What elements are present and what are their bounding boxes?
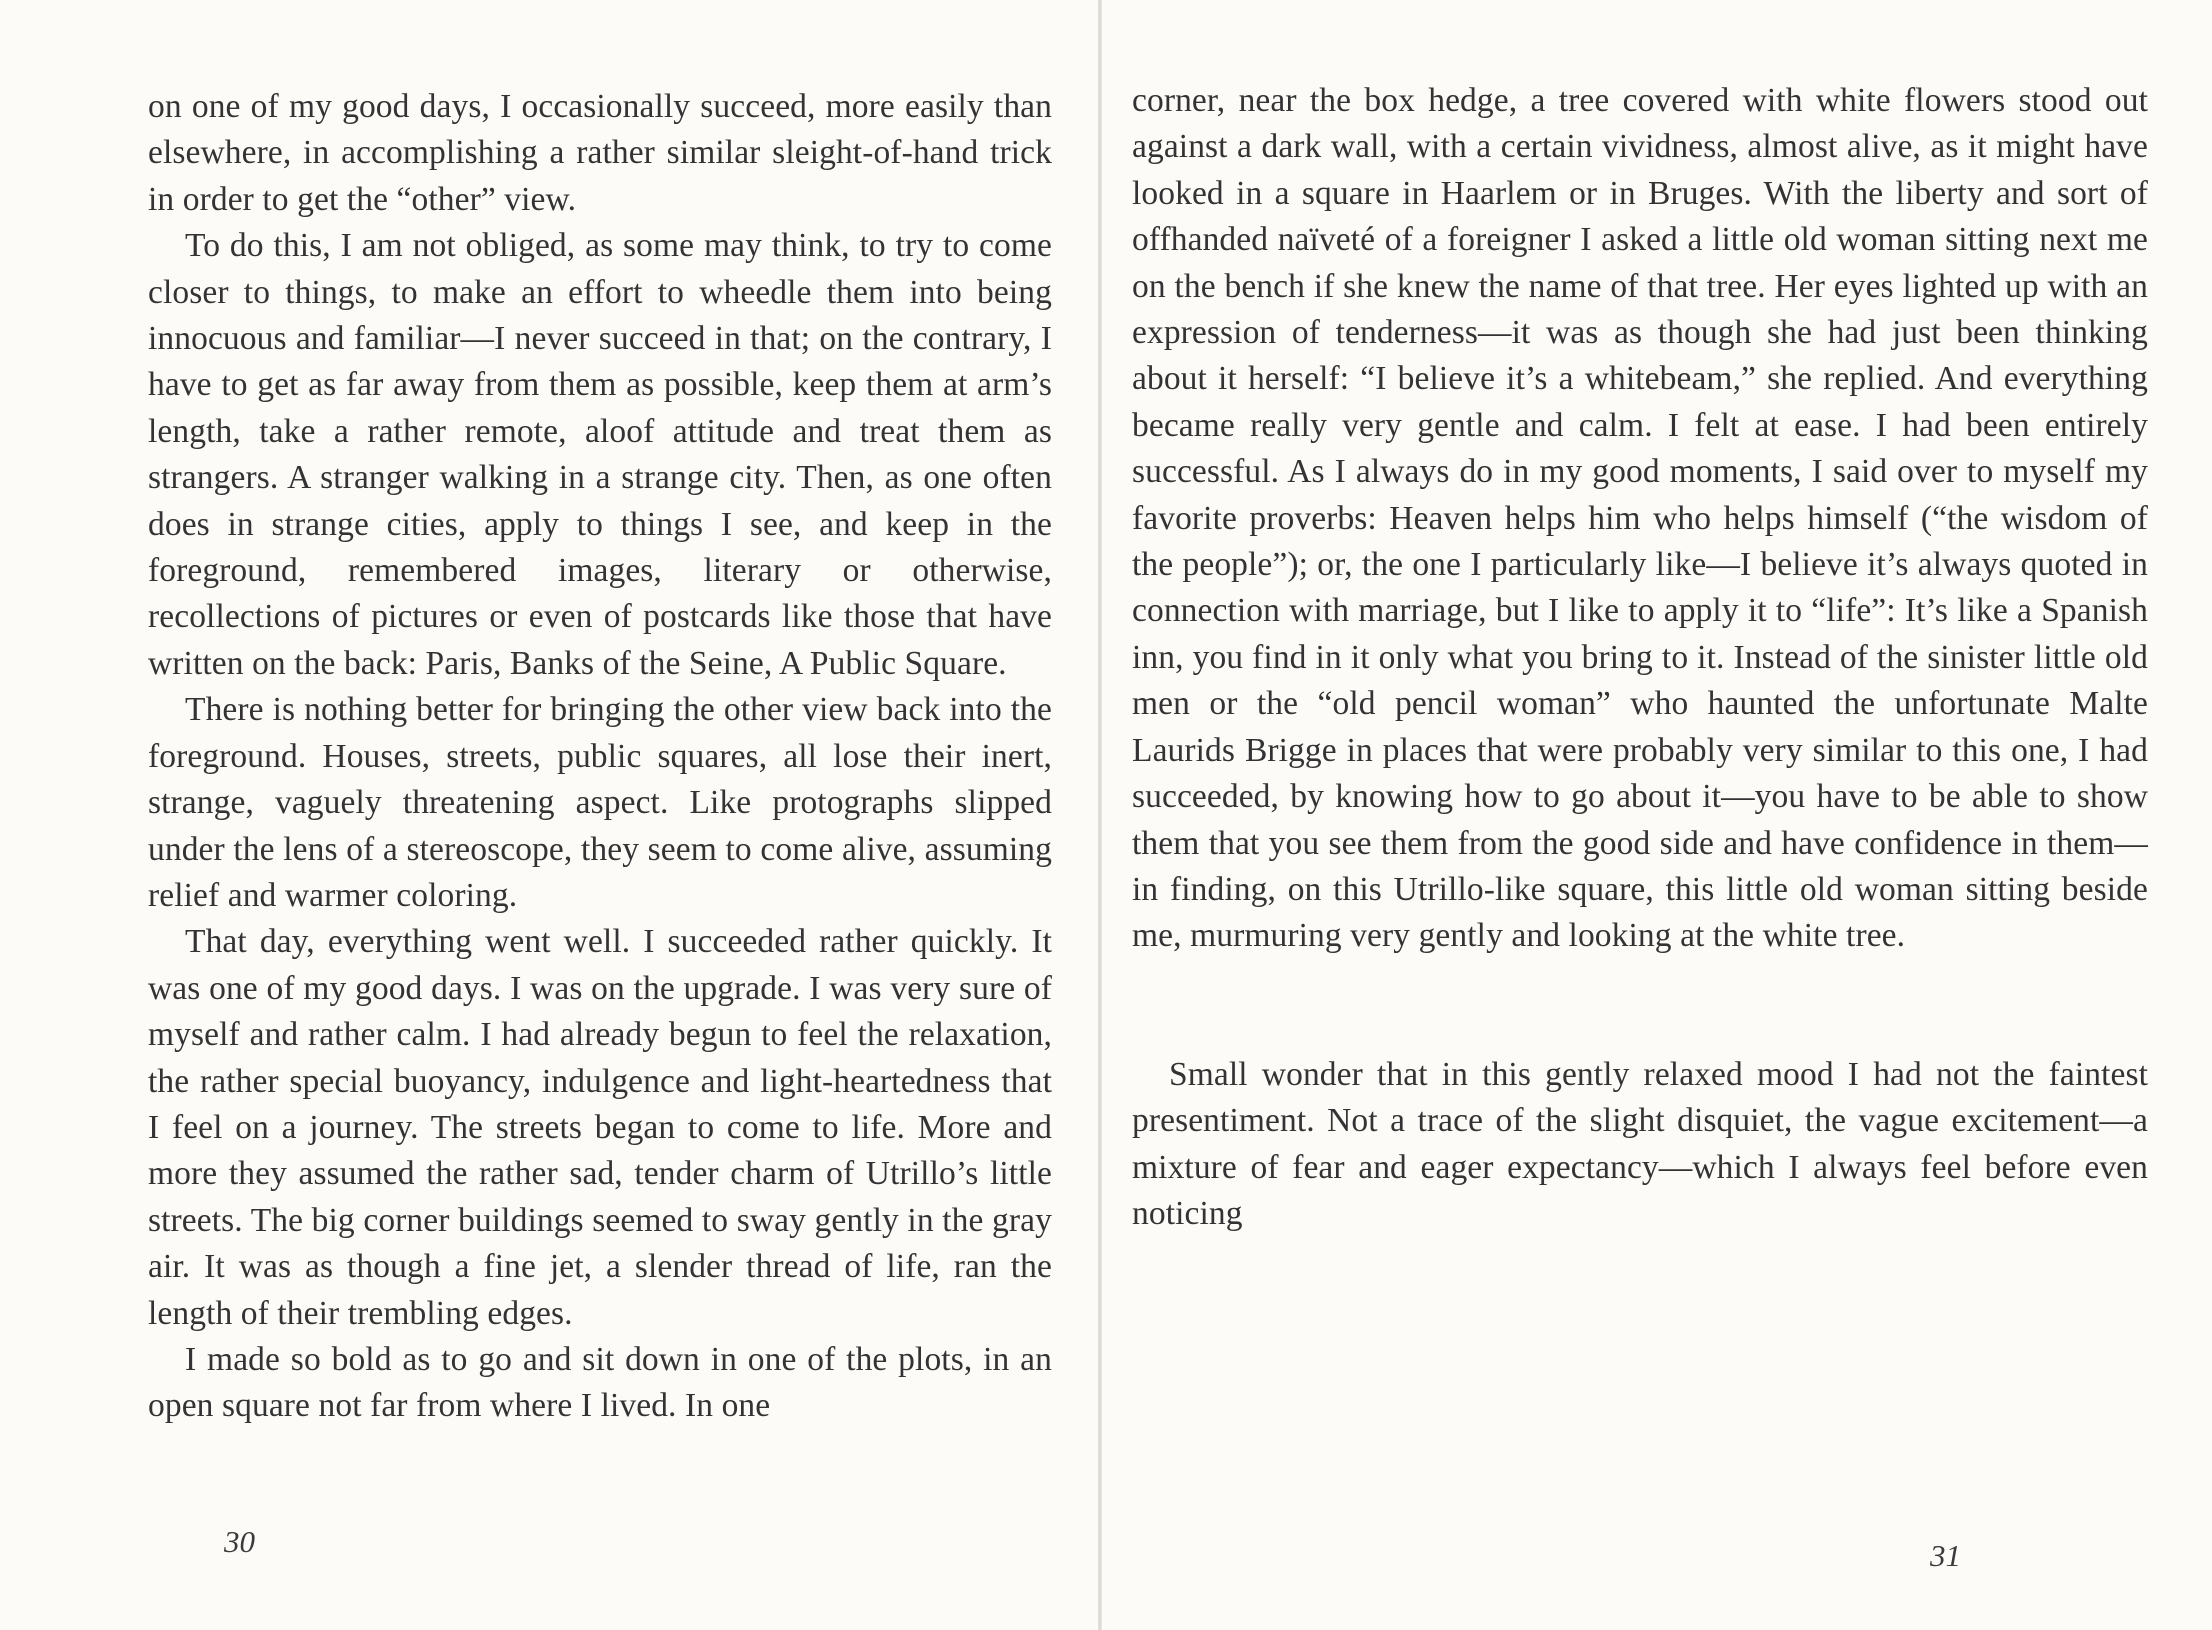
right-page	[1102, 0, 2212, 1630]
paragraph: corner, near the box hedge, a tree covered with white flowers stood out against a dark wall, with a certain vividness, almost alive, as it might have looked in a square in Haarlem or in Bruges. With the liberty and sort of offhanded naïveté of a foreigner I asked a little old woman sitting next me on the bench if she knew the name of that tree. Her eyes lighted up with an expression of tenderness—it was as though she had just been thinking about it herself: “I believe it’s a whitebeam,” she replied. And everything became really very gentle and calm. I felt at ease. I had been entirely successful. As I always do in my good moments, I said over to myself my favorite proverbs: Heaven helps him who helps himself (“the wisdom of the people”); or, the one I particularly like—I believe it’s always quoted in connection with marriage, but I like to apply it to “life”: It’s like a Spanish inn, you find in it only what you bring to it. Instead of the sinister little old men or the “old pencil woman” who haunted the unfortunate Malte Laurids Brigge in places that were probably very similar to this one, I had succeeded, by knowing how to go about it—you have to be able to show them that you see them from the good side and have confidence in them—in finding, on this Utrillo-like square, this little old woman sitting beside me, murmuring very gently and looking at the white tree.	[1132, 82, 2148, 955]
left-page-text	[148, 84, 1052, 1430]
section-break	[1132, 960, 2148, 1052]
right-page-text	[1132, 78, 2148, 1237]
page-number: 30	[224, 1524, 255, 1559]
left-page	[0, 0, 1100, 1630]
paragraph: I made so bold as to go and sit down in one of the plots, in an open square not far from where I lived. In one	[148, 1340, 1052, 1425]
paragraph: on one of my good days, I occasionally succeed, more easily than elsewhere, in accomplishing a rather similar sleight-of-hand trick in order to get the “other” view.	[148, 88, 1052, 218]
page-number: 31	[1930, 1538, 1961, 1573]
paragraph: Small wonder that in this gently relaxed mood I had not the faintest presentiment. Not a trace of the slight disquiet, the vague excitement—a mixture of fear and eager expectancy—which I always feel before even noticing	[1132, 1055, 2148, 1232]
paragraph: That day, everything went well. I succeeded rather quickly. It was one of my good days. I was on the upgrade. I was very sure of myself and rather calm. I had already begun to feel the relaxation, the rather special buoyancy, indulgence and light-heartedness that I feel on a journey. The streets began to come to life. More and more they assumed the rather sad, tender charm of Utrillo’s little streets. The big corner buildings seemed to sway gently in the gray air. It was as though a fine jet, a slender thread of life, ran the length of their trembling edges.	[148, 923, 1052, 1332]
paragraph: There is nothing better for bringing the other view back into the foreground. Houses, streets, public squares, all lose their inert, strange, vaguely threatening aspect. Like protographs slipped under the lens of a stereoscope, they seem to come alive, assuming relief and warmer coloring.	[148, 691, 1052, 914]
paragraph: To do this, I am not obliged, as some may think, to try to come closer to things, to make an effort to wheedle them into being innocuous and familiar—I never succeed in that; on the contrary, I have to get as far away from them as possible, keep them at arm’s length, take a rather remote, aloof attitude and treat them as strangers. A stranger walking in a strange city. Then, as one often does in strange cities, apply to things I see, and keep in the foreground, remembered images, literary or otherwise, recollections of pictures or even of postcards like those that have written on the back: Paris, Banks of the Seine, A Public Square.	[148, 227, 1052, 682]
